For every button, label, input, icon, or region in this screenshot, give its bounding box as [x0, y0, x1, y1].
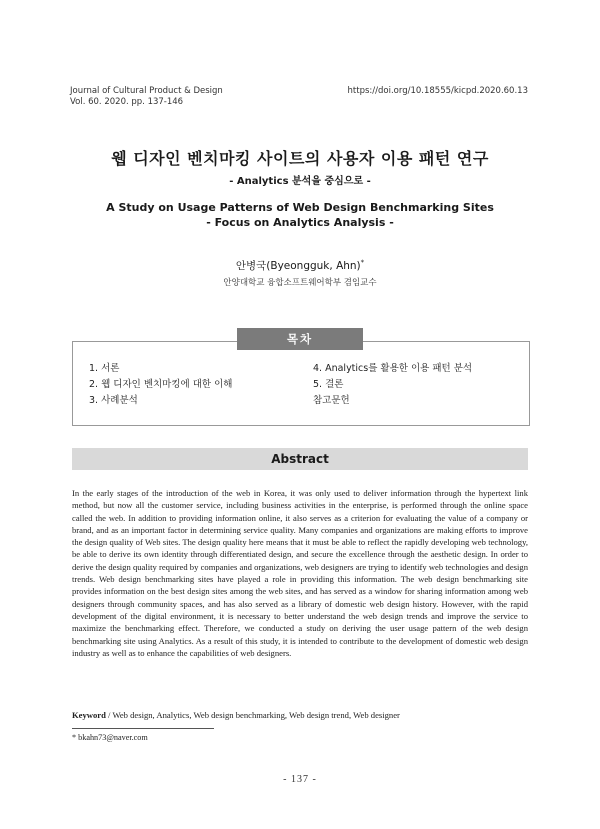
english-title-block [0, 200, 600, 230]
keyword-list: Web design, Analytics, Web design benchmarking, Web design trend, Web designer [112, 710, 400, 720]
journal-volume: Vol. 60. 2020. pp. 137-146 [70, 97, 184, 107]
toc-item: 참고문헌 [313, 395, 350, 406]
footnote-email[interactable]: bkahn73@naver.com [78, 733, 148, 742]
toc-left-column [89, 361, 232, 409]
english-subtitle: - Focus on Analytics Analysis - [206, 216, 394, 229]
toc-item: 4. Analytics를 활용한 이용 패턴 분석 [313, 363, 473, 374]
footnote-divider [72, 728, 214, 729]
toc-right-column [313, 361, 472, 409]
page-number: - 137 - [283, 774, 317, 785]
keyword-label: Keyword [72, 710, 106, 720]
english-title: A Study on Usage Patterns of Web Design Benchmarking Sites [106, 201, 494, 214]
keyword-line [72, 710, 528, 720]
footnote-mark: * [72, 733, 77, 742]
abstract-heading: Abstract [72, 448, 528, 470]
toc-item: 1. 서론 [89, 363, 120, 374]
korean-title: 웹 디자인 벤치마킹 사이트의 사용자 이용 패턴 연구 [111, 149, 489, 168]
author-name: 안병국(Byeongguk, Ahn) [235, 260, 361, 272]
doi-link[interactable]: https://doi.org/10.18555/kicpd.2020.60.13 [347, 86, 528, 96]
author-affiliation: 안양대학교 융합소프트웨어학부 겸임교수 [223, 278, 377, 288]
korean-subtitle: - Analytics 분석을 중심으로 - [229, 176, 371, 187]
footnote [72, 733, 148, 742]
toc-item: 3. 사례분석 [89, 395, 138, 406]
toc-title: 목차 [237, 328, 363, 350]
toc-item: 5. 결론 [313, 379, 344, 390]
author-footnote-mark: * [360, 258, 365, 267]
toc-item: 2. 웹 디자인 벤치마킹에 대한 이해 [89, 379, 233, 390]
keyword-separator: / [105, 710, 113, 720]
author-line [0, 258, 600, 273]
journal-header [70, 86, 223, 108]
abstract-body: In the early stages of the introduction of the web in Korea, it was only used to deliver information through the hypertext link method, but now all the customer service, including business activities in the enterprise, is performed through the online space called the web. In addition to providing information online, it also serves as a criterion for evaluating the value of a company or brand, and as an important factor in determining service quality. Many companies and organizations are making efforts to improve the design quality of Web sites. The design quality here means that it must be able to reflect the rapidly developing web technology, be able to derive its own identity through differentiated design, and secure the excellence through the aesthetic design. In order to derive the design quality required by companies and organizations, web designers are trying to identify web technologies and design trends. Web design benchmarking sites have played a role in providing this information. The web design benchmarking site provides information on the best design sites among the web sites, and has served as a window for sharing information among web designers through community spaces, and has also served as a library of domestic web design history. However, with the rapid development of the digital environment, it is necessary to better understand the web design trends and improve the service to maximize the benchmarking effect. Therefore, we conducted a study on deriving the user usage pattern of the web design benchmarking site using Analytics. As a result of this study, it is intended to contribute to the development of domestic web design industry as well as to enhance the capabilities of web designers. [72, 488, 528, 658]
journal-name: Journal of Cultural Product & Design [70, 86, 223, 96]
